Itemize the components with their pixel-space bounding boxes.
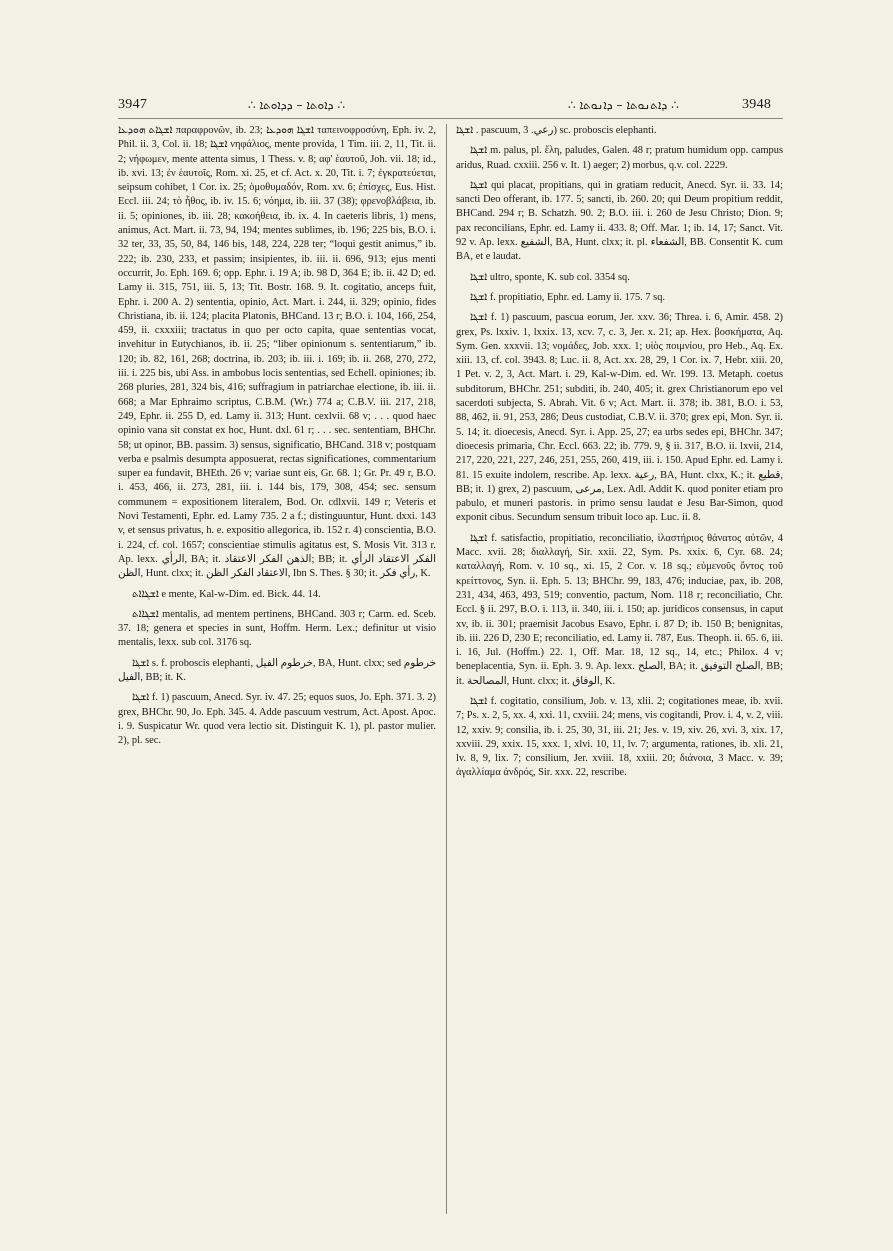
left-column — [118, 124, 436, 1216]
right-page-number: 3948 — [742, 97, 772, 112]
left-running-head: ∴ ܕܐܘܬܐ – ܕܕܐܘܬܐ ∴ — [248, 98, 345, 112]
entry: ܐܫܔܐܐܬ e mente, Kal-w-Dim. ed. Bick. 44. 14. — [132, 588, 321, 600]
left-page-number: 3947 — [118, 97, 148, 112]
right-running-head: ∴ ܕܐܬܢܘܬܐ – ܕܐܢܘܬܐ ∴ — [568, 98, 679, 112]
column-divider — [446, 124, 447, 1214]
entry: ܐܫܔܐܬ ܗܘܕܥܐ παραφρονῶν, ib. 23; ܐܫܔܐ ܗܘܕܥܐ ταπεινοφροσύνη, Eph. iv. 2, Phil. ii. 3, Col. ii. 18; ܐܫܔܐ νηφάλιος, mente provida, 1 Tim. iii. 2, 11, Tit. ii. 2; νήφωμεν, mente attenta simus, 1 Thess. v. 8; αφ' ἑαυτοῦ, Joh. vii. 18; id., ib. xvi. 13; ἐν ἑαυτοῖς, Rom. xi. 25, et cf. Act. x. 20, Tit. i. 7; ἐγκρατεύεται, seipsum cohibet, 1 Cor. ix. 25; ὁμοθυμαδόν, Rom. xv. 6; ἐπίσχες, Eus. Hist. Eccl. iii. 24; τὸ ἦθος, ib. iv. 15. 6; νόημα, ib. iii. 37 (38); φρενοβλάβεια, ib. ii. 5; opiniones, ib. iii. 28; κακοήθεια, ib. ix. 4. In caeteris libris, 1) mens, animus, Act. Mart. ii. 73, 94, 194; mentes sublimes, ib. 196; 225 bis, B.O. i. 32 ter, 33, 35, 50, 84, 146 bis, 148, 224, 228 ter; “loqui gestit animus,” ib. 222; ib. 230, 233, et passim; insipientes, ib. iii. ii. 696, 913; ejus menti occurrit, Jo. Eph. 169. 6; opp. Ephr. i. 19 A; ib. 98 D, 364 E; ib. ii. 42 D; ed. Lamy ii. 315, 751, iii. 5, 13; Tit. Bostr. 168. 9. It. cogitatio, anceps fuit, Ephr. i. 200 A. 2) sententia, opinio, Act. Mart. i. 244, ii. 329; opinio, fides Christiana, ib. ii. 124; placita Platonis, BHCand. 13 r; B.O. i. 104, 166, 254, 459, ii. cxxxiii; tractatus in quo per octo capita, quae sententias vocat, invehitur in Eutychianos, ib. ii. 25; “liber opinionum s. sententiarum,” ib. 120; ib. 82, 161, 268; doctrina, ib. 203; ib. iii. i. 169; ib. ii. 268, 270, 272, iii. i. 225 bis, ubi Ass. in ambobus locis sententias, sed Echell. opiniones; ib. 268 pluries, 281, 324 bis, 416; suffragium in patriarchae electione, ib. iii. ii. 668; a Mar Ephraimo scriptus, C.B.M. (Wr.) 774 a; C.B.V. iii. 217, 218, 249, Ephr. ii. 255 D, ed. Lamy ii. 313; Hunt. cexlvii. 68 v; . . . quod haec opinio vana sit constat ex hoc, Hunt. dxl. 61 r; . . . sec. sententiam, BHChr. 58; ut opinor, BB. passim. 3) sensus, significatio, BHCand. 318 v; postquam verba e psalmis desumpta apposuerat, rectas significationes, commentarium super ea fundavit, BHEth. 26 v; variae sunt eis, Gr. 68. 1; Gr. Pr. 49 r, B.O. i. 453, 466, ii. 273, 281, iii. i. 144 bis, 179, 308, 454; sec. sensum communem = expositionem literalem, Bod. Or. cdlxvii. 149 r; Veteris et Novi Testamenti, Ephr. ed. Lamy 735. 2 a f.; distinguuntur, Hunt. dxxi. 143 v, et sensus privatus, h. e. expositio allegorica, ib. 152 r. 4) conscientia, B.O. i. 224, cf. col. 1657; conscientiae stimulis agitatus est, S. Mosis Vit. 313 r. Ap. lexx. الرأي, BA; it. الذهن الفكر الاعتقاد; BB; it. الفكر الاعتقاد الرأي الظن, Hunt. clxx; it. الاعتقاد الفكر الظن, Ibn S. Thes. § 30; it. رأي فكر, K. — [118, 125, 436, 580]
entry: ܐܫܔܐ ultro, sponte, K. sub col. 3354 sq. — [470, 271, 630, 283]
entry: ܐܫܔܐ f. 1) pascuum, Anecd. Syr. iv. 47. 25; equos suos, Jo. Eph. 371. 3. 2) grex, BHChr. 90, Jo. Eph. 345. 4. Adde pascuum vestrum, Act. Apost. Apoc. i. 9. Suspicatur Wr. quod vera lectio sit. Distinguit K. 1), pl. pastor mulier. 2), pl. sec. — [118, 692, 436, 747]
entry: ܐܫܔܐ f. 1) pascuum, pascua eorum, Jer. xxv. 36; Threa. i. 6, Amir. 458. 2) grex, Ps. lxxiv. 1, lxxix. 13, xcv. 7, c. 3, Jer. x. 21; ap. Hex. βοσκήματα, Aq. Sym. Gen. xxxvii. 13; νομάδες, Job. xxx. 1; υἱὸς ποιμνίου, pro Heb., Aq. Ex. xiii. 13, cf. col. 3943. 8; Luc. ii. 8, Act. xx. 28, 29, 1 Cor. ix. 7, Hebr. xiii. 20, 1 Pet. v. 2, 3, Act. Mart. i. 29, Kal-w-Dim. ed. Wr. 199. 13. Metaph. coetus subditorum, BHChr. 251; subditi, ib. 240, 405; it. grex Christianorum epo vel sacerdoti subjecta, S. Abrah. Vit. 6 v; Act. Mart. ii. 378; ib. 381, B.O. i. 53, 88, 462, ii. 91, 253, 286; Deus custodiat, C.B.V. ii. 370; grex epi, Mon. Syr. ii. 5. 14; it. dioecesis, Anecd. Syr. i. App. 25, 27; ea urbs sedes epi, BHChr. 347; dioecesis primaria, Chr. Eccl. 663. 22; ib. 779. 9, § ii. 317, B.O. ii. lxvii, 214, 217, 220, 221, 227, 246, 251, 255, 260, 419, iii. i. 150. Apud Ephr. ed. Lamy i. 81. 15 exuite indolem, rescribe. Ap. lexx. رعية, BA, Hunt. clxx, K.; it. قطيع, BB; it. 1) grex, 2) pascuum, مرعى, Lex. Adl. Addit K. quod poniter etiam pro pabulo, et muneri pastoris. in primo sensu laudat e Jesu Bar-Simon, quod exponit cibus. Secundum sensum tribuit loco ap. Luc. ii. 8. — [456, 312, 783, 524]
entry: ܐܫܔܐ s. f. proboscis elephanti, خرطوم الفيل, BA, Hunt. clxx; sed خرطوم الفيل, BB; it. K. — [118, 657, 436, 683]
entry: ܐܫܔܐ f. satisfactio, propitiatio, reconciliatio, ἱλαστήριος θάνατος αὐτῶν, 4 Macc. xvii. 28; διαλλαγή, Sir. xxii. 22, Sym. Ps. xxix. 6, Cyr. 68. 24; καταλλαγή, Rom. v. 10 sq., xi. 15, 2 Cor. v. 18 sq.; εὐμενοῦς ὄντος τοῦ κρείττονος, Syn. ii. Eph. 5. 13; BHChr. 99, 183, 476; induciae, pax, ib. 208, 231, 434, 463, 493, 519; conventio, pactum, Nom. 118 r; reconciliatio, Chr. Eccl. § ii. 297, B.O. i. 113, ii. 340, iii. i. 150; ap. juridicos consensus, in caput xv, ib. ii. 301; praemisit Jacobus Esavo, Ephr. i. 87 D; ib. 150 B; benignitas, ib. iii. 226 D, 230 E; reconciliatio, ed. Lamy ii. 787, Eus. Theoph. ii. 65. 6, iii. i. 16, Jul. (Hoffm.) 22. 1, Off. Mar. 18, 12 sq., 14, etc.; Philox. 4 v; beneplacentia, Syn. ii. Eph. 3. 9. Ap. lexx. الصلح, BA; it. الصلح التوفيق, BB; it. المصالحة, Hunt. clxx; it. الوفاق, K. — [456, 532, 783, 687]
right-column — [456, 124, 783, 1216]
entry: ܐܫܔܐ m. palus, pl. ἕλη, paludes, Galen. 48 r; pratum humidum opp. campus aridus, Ruad. cxxiii. 256 v. It. 1) aeger; 2) morbus, q.v. col. 2229. — [456, 145, 783, 171]
header-rule — [118, 118, 783, 119]
entry: ܐܫܔܐ . pascuum, رعي. 3) sc. proboscis elephanti. — [456, 125, 657, 136]
entry: ܐܫܔܐ f. propitiatio, Ephr. ed. Lamy ii. 175. 7 sq. — [470, 291, 666, 303]
entry: ܐܫܔܐܐܬ mentalis, ad mentem pertinens, BHCand. 303 r; Carm. ed. Sceb. 37. 18; genera et species in sunt, Hoffm. Herm. Lex.; definitur ut visio mentalis, lexx. sub col. 3176 sq. — [118, 608, 436, 649]
entry: ܐܫܔܐ f. cogitatio, consilium, Job. v. 13, xlii. 2; cogitationes meae, ib. xvii. 7; Ps. x. 2, 5, xx. 4, xxi. 11, cxviii. 24; mens, vis cogitandi, Prov. i. 4, v. 2, viii. 12, xxiv. 9; consilia, ib. i. 25, 30, 31, iii. 21; Jes. v. 19, xiv. 26, xvi. 3, xix. 17, xxviii. 29, xxix. 15, xxx. 1, xlvi. 10, 11, lv. 7; argumenta, rationes, ib. xli. 21, lv. 8, 9, lix. 7; consilium, Jer. xviii. 18, xxiii. 20; διάνοια, 3 Macc. v. 39; ἀγαλλίαμα ἀνδρός, Sir. xxx. 22, rescribe. — [456, 695, 783, 779]
entry: ܐܫܔܐ qui placat, propitians, qui in gratiam reducit, Anecd. Syr. ii. 33. 14; sancti Deo offerant, ib. 177. 5; sancti, ib. 260. 20; qui Deum propitium reddit, BHCand. 294 r; B. Schatzh. 90. 2; B.O. iii. i. 260 de Jesu Christo; Dion. 9; pax reconcilians, Ephr. ed. Lamy ii. 433. 8; Off. Mar. 1; ib. 14, 17; Sanct. Vit. 92 v. Ap. lexx. الشفيع, BA, Hunt. clxx; it. pl. الشفعاء, BB. Consentit K. cum BA, et e laudat. — [456, 179, 783, 263]
